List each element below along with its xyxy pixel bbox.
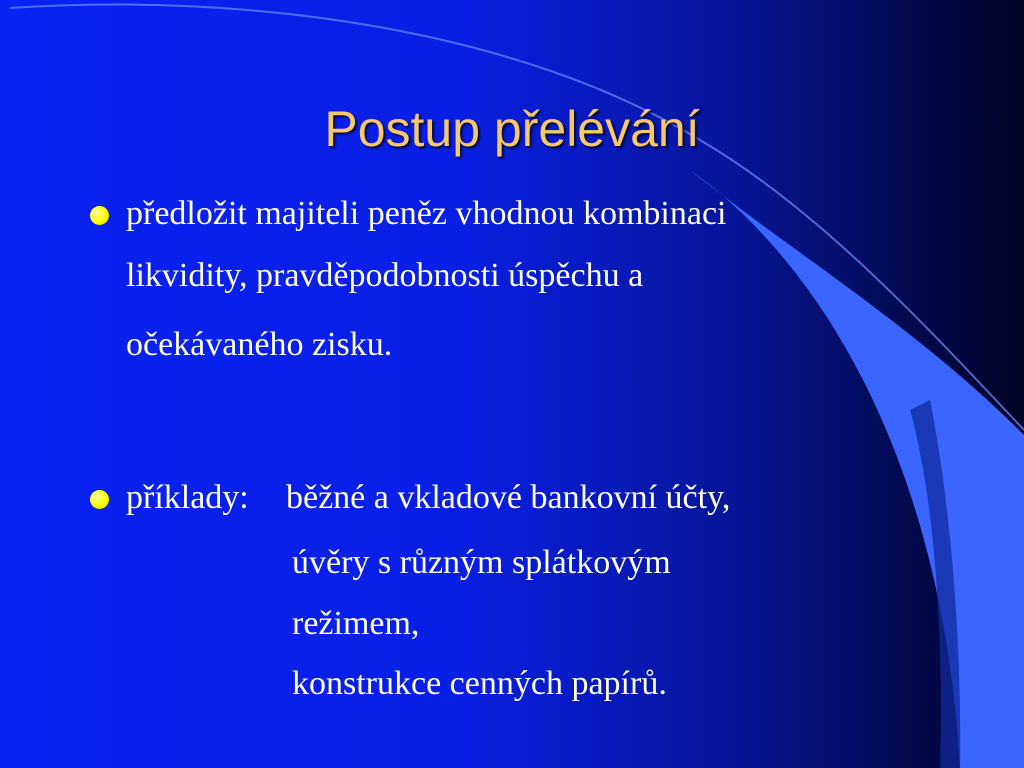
- bullet-2-line-1: běžné a vkladové bankovní účty,: [286, 479, 731, 516]
- slide-title: Postup přelévání: [324, 101, 700, 157]
- bullet-1-line-2: likvidity, pravděpodobnosti úspěchu a: [126, 257, 644, 294]
- bullet-1-line-3: očekávaného zisku.: [126, 326, 393, 363]
- bullet-2-line-3: režimem,: [292, 605, 420, 642]
- bullet-2-marker: [90, 490, 109, 509]
- bullet-2-line-2: úvěry s různým splátkovým: [292, 544, 671, 581]
- bullet-1-marker: [90, 206, 109, 225]
- bullet-2-lead: příklady:: [126, 479, 249, 516]
- bullet-2-line-4: konstrukce cenných papírů.: [292, 665, 667, 702]
- bullet-1-line-1: předložit majiteli peněz vhodnou kombinaci: [126, 195, 727, 232]
